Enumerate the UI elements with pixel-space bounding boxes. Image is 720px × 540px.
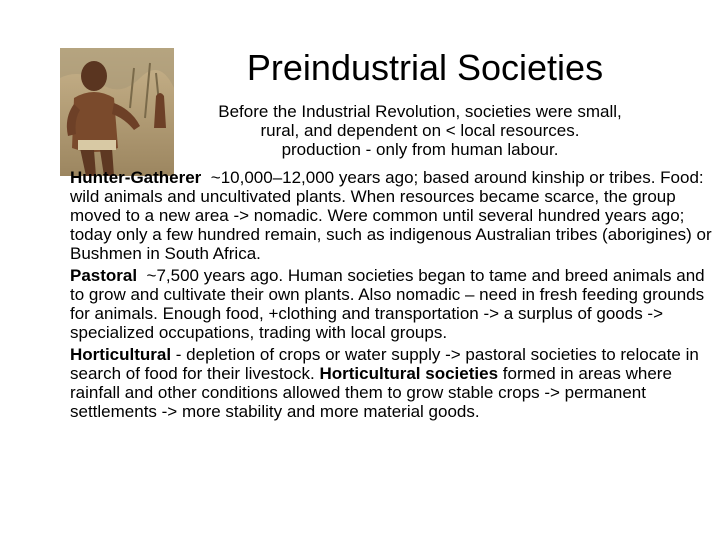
intro-line: rural, and dependent on < local resources. [260,121,580,140]
pastoral-term: Pastoral [70,266,138,285]
pastoral-text: ~7,500 years ago. Human societies began to tame and breed animals and to grow and cultivate their own plants. Also nomadic – need in fresh feeding grounds for animals. Enough food, +clothing and transportation -> a surplus of goods -> specialized occupations, trading with local groups. [70,266,705,342]
intro-line: Before the Industrial Revolution, societies were small, [218,102,622,121]
hunter-gatherer-paragraph [70,168,718,263]
horticultural-societies-term: Horticultural societies [319,364,499,383]
slide-title: Preindustrial Societies [246,47,604,88]
intro-line: production - only from human labour. [281,140,559,159]
horticultural-text-2: formed in areas where rainfall and other conditions allowed them to grow stable crops -> permanent settlements -> more stability and more material goods. [70,364,672,421]
horticultural-text: - depletion of crops or water supply -> pastoral societies to relocate in search of food for their livestock. [70,345,699,383]
pastoral-paragraph [70,266,718,342]
horticultural-term: Horticultural [70,345,172,364]
hunter-gatherer-photo [60,48,174,176]
horticultural-paragraph [70,345,718,421]
body-text [70,168,718,424]
intro-text [160,102,680,159]
hunter-gatherer-text: ~10,000–12,000 years ago; based around kinship or tribes. Food: wild animals and uncultivated plants. When resources became scarce, the group moved to a new area -> nomadic. Were common until several hundred years ago; today only a few hundred remain, such as indigenous Australian tribes (aborigines) or Bushmen in South Africa. [70,168,712,263]
hunter-gatherer-term: Hunter-Gatherer [70,168,202,187]
